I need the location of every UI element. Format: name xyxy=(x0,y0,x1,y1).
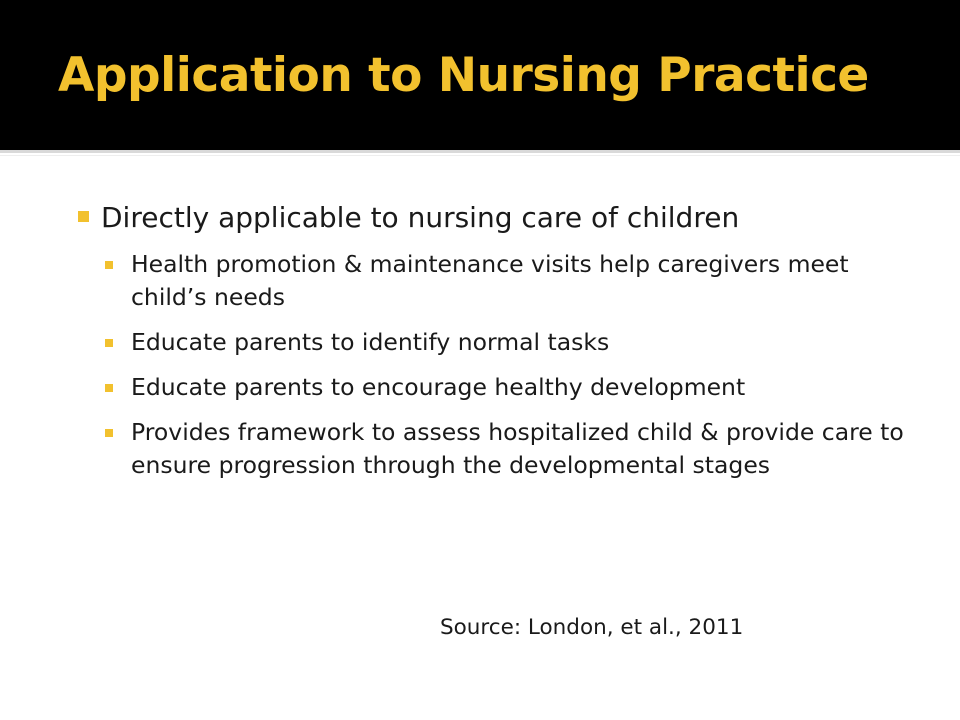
title-divider xyxy=(0,150,960,153)
square-bullet-icon xyxy=(78,211,89,222)
sub-bullet-text: Educate parents to identify normal tasks xyxy=(131,328,610,356)
square-bullet-icon xyxy=(105,429,113,437)
sub-bullet-text: Health promotion & maintenance visits help caregivers meet child’s needs xyxy=(131,250,849,311)
title-divider-shadow xyxy=(0,155,960,156)
sub-bullet-item xyxy=(105,248,905,314)
sub-bullet-text: Educate parents to encourage healthy development xyxy=(131,373,746,401)
title-bar xyxy=(0,0,960,150)
sub-bullet-item xyxy=(105,416,905,482)
source-citation: Source: London, et al., 2011 xyxy=(440,615,744,640)
square-bullet-icon xyxy=(105,261,113,269)
slide-title: Application to Nursing Practice xyxy=(58,48,869,103)
square-bullet-icon xyxy=(105,339,113,347)
bullet-list xyxy=(75,198,905,494)
bullet-text: Directly applicable to nursing care of children xyxy=(101,201,740,234)
square-bullet-icon xyxy=(105,384,113,392)
sub-bullet-item xyxy=(105,371,905,404)
sub-bullet-text: Provides framework to assess hospitalized child & provide care to ensure progression through the developmental stages xyxy=(131,418,904,479)
bullet-item xyxy=(75,198,905,238)
sub-bullet-item xyxy=(105,326,905,359)
